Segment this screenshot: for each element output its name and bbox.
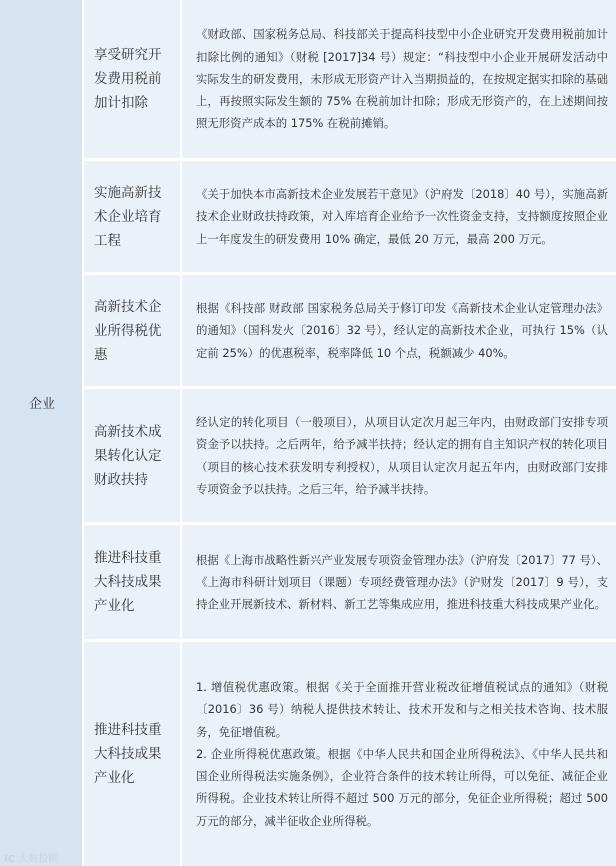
policy-content: 经认定的转化项目（一般项目），从项目认定次月起三年内，由财政部门安排专项资金予以扶持。之后两年，给予减半扶持；经认定的拥有自主知识产权的转化项目（项目的核心技术获发明专利授权），从项目认定次月起五年内，由财政部门安排专项资金予以扶持。之后三年，给予减半扶持。 — [196, 415, 608, 496]
watermark-text: 大数投顾 — [18, 854, 59, 865]
watermark-logo: IC — [4, 854, 16, 865]
policy-row — [84, 525, 616, 642]
policy-row — [84, 275, 616, 389]
policy-row — [84, 389, 616, 525]
policy-title: 高新技术企业所得税优惠 — [84, 275, 182, 386]
policy-content: 《关于加快本市高新技术企业发展若干意见》（沪府发〔2018〕40 号），实施高新技术企业财政扶持政策，对入库培育企业给予一次性资金支持，支持额度按照企业上一年度发生的研发费用 10% 确定，最低 20 万元，最高 200 万元。 — [196, 187, 608, 246]
category-label: 企业 — [28, 397, 55, 412]
policy-content: 1. 增值税优惠政策。根据《关于全面推开营业税改征增值税试点的通知》（财税〔2016〕36 号）纳税人提供技术转让、技术开发和与之相关技术咨询、技术服务，免征增值税。 2. 企业所得税优惠政策。根据《中华人民共和国企业所得税法》、《中华人民共和国企业所得税法实施条例》，企业符合条件的技术转让所得，可以免征、减征企业所得税。企业技术转让所得不超过 500 万元的部分，免征企业所得税；超过 500 万元的部分，减半征收企业所得税。 — [196, 680, 608, 828]
policy-title: 实施高新技术企业培育工程 — [84, 161, 182, 272]
watermark — [4, 850, 58, 865]
policy-content: 根据《科技部 财政部 国家税务总局关于修订印发《高新技术企业认定管理办法》的通知》（国科发火〔2016〕32 号），经认定的高新技术企业，可执行 15%（认定前 25%）的优惠税率，税率降低 10 个点，税额减少 40%。 — [196, 301, 608, 360]
policy-title: 推进科技重大科技成果产业化 — [84, 525, 182, 639]
category-column — [0, 0, 84, 866]
policy-title: 推进科技重大科技成果产业化 — [84, 642, 182, 866]
policy-content: 《财政部、国家税务总局、科技部关于提高科技型中小企业研究开发费用税前加计扣除比例的通知》（财税 [2017]34 号）规定：“科技型中小企业开展研发活动中实际发生的研发费用，未形成无形资产计入当期损益的，在按规定据实扣除的基础上，再按照实际发生额的 75% 在税前加计扣除；形成无形资产的，在上述期间按照无形资产成本的 175% 在税前摊销。 — [196, 27, 608, 131]
policy-row — [84, 161, 616, 275]
policy-row — [84, 0, 616, 161]
policy-row — [84, 642, 616, 866]
policy-title: 享受研究开发费用税前加计扣除 — [84, 0, 182, 158]
policy-rows — [84, 0, 616, 866]
policy-title: 高新技术成果转化认定财政扶持 — [84, 389, 182, 522]
policy-content: 根据《上海市战略性新兴产业发展专项资金管理办法》（沪府发〔2017〕77 号）、《上海市科研计划项目（课题）专项经费管理办法》（沪财发〔2017〕9 号），支持企业开展新技术、新材料、新工艺等集成应用，推进科技重大科技成果产业化。 — [196, 552, 608, 612]
